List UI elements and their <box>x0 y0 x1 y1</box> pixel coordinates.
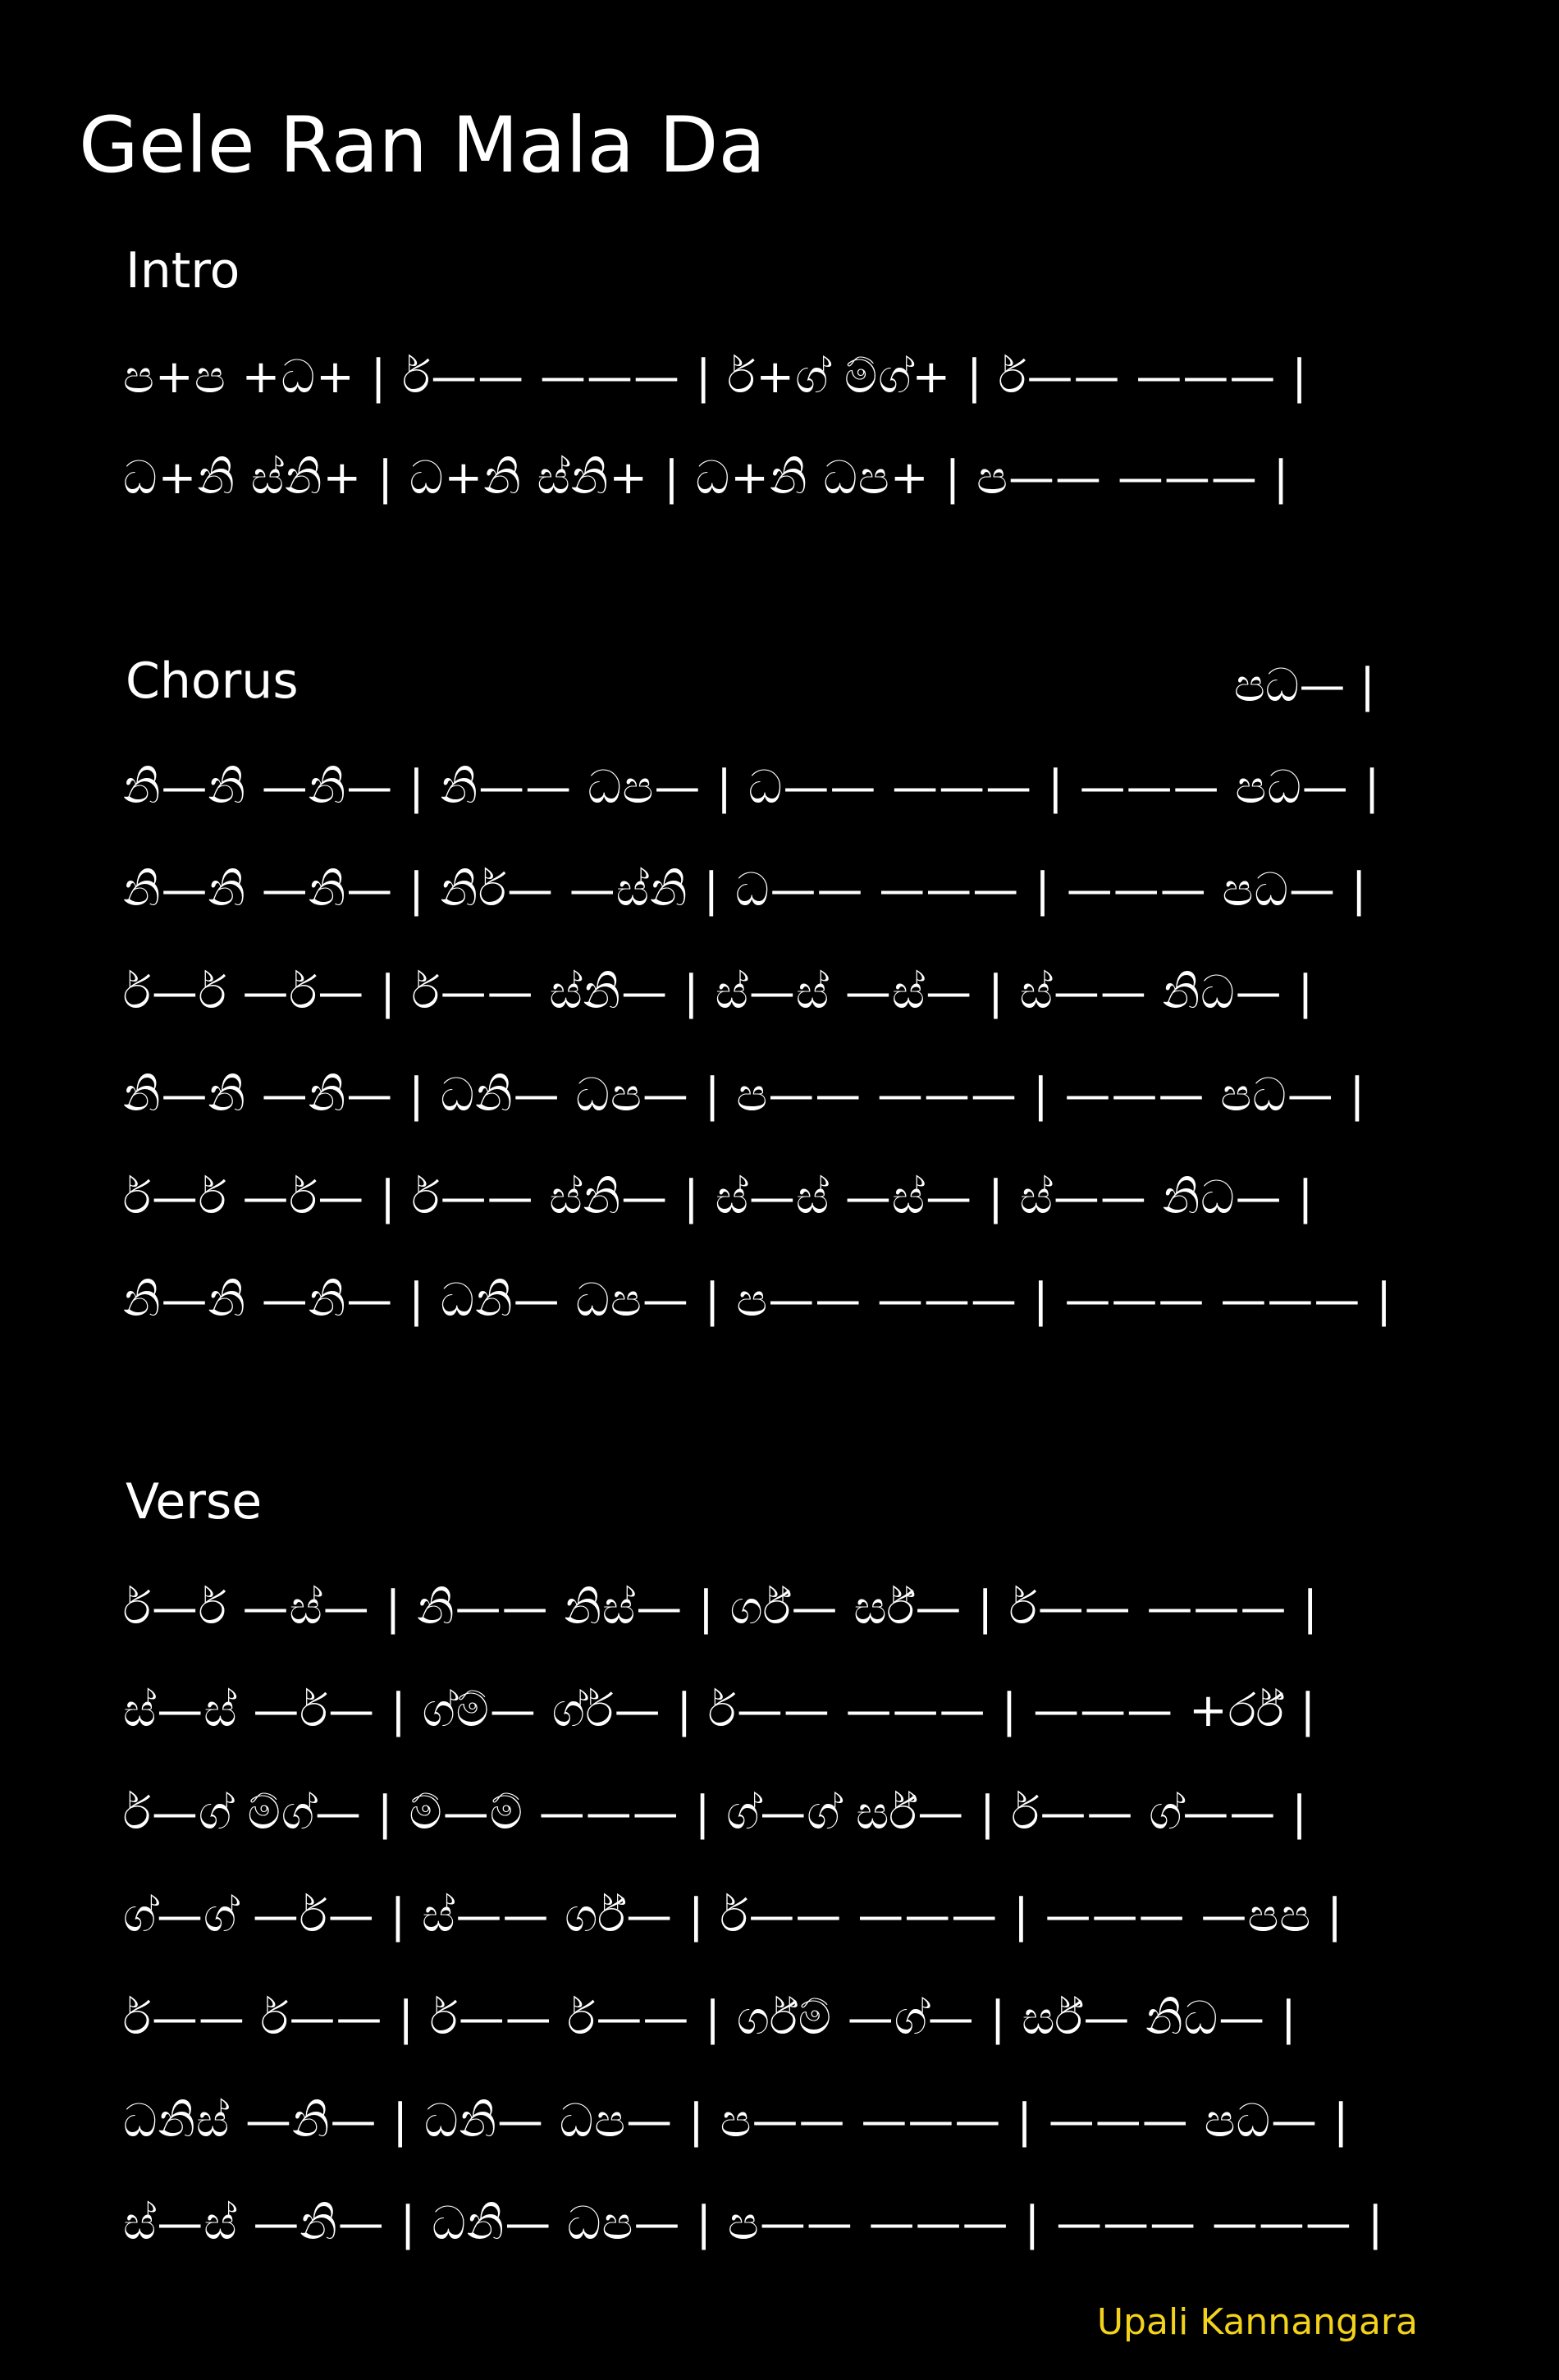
chorus-line-5: ර්—ර් —ර්— | ර්—— ස්නි— | ස්—ස් —ස්— | ස්—— නිධ— | <box>123 1171 1314 1224</box>
verse-line-2: ස්—ස් —ර්— | ග්ම්— ග්ර්— | ර්—— ——— | ——— +ර්ර් | <box>123 1684 1317 1737</box>
intro-heading: Intro <box>126 242 240 300</box>
chorus-line-4: නි—නි —නි— | ධනි— ධප— | ප—— ——— | ——— පධ— | <box>123 1069 1366 1122</box>
chorus-line-2: නි—නි —නි— | නිර්— —ස්නි | ධ—— ——— | ——— පධ— | <box>123 863 1368 917</box>
page-title: Gele Ran Mala Da <box>79 100 766 190</box>
verse-line-1: ර්—ර් —ස්— | නි—— නිස්— | ර්ග්— ර්ස්— | ර්—— ——— | <box>123 1581 1319 1635</box>
verse-line-5: ර්—— ර්—— | ර්—— ර්—— | ර්ග්ම් —ග්— | ර්ස්— නිධ— | <box>123 1992 1297 2045</box>
verse-line-7: ස්—ස් —නි— | ධනි— ධප— | ප—— ——— | ——— ——— | <box>123 2197 1384 2250</box>
chorus-heading: Chorus <box>126 652 299 710</box>
verse-line-6: ධනිස් —නි— | ධනි— ධප— | ප—— ——— | ——— පධ— | <box>123 2094 1350 2148</box>
verse-line-4: ග්—ග් —ර්— | ස්—— ර්ග්— | ර්—— ——— | ——— —පප | <box>123 1889 1343 1943</box>
intro-line-1: ප+ප +ධ+ | ර්—— ——— | ර්+ග් ම්ග්+ | ර්—— ——— | <box>123 350 1309 404</box>
intro-line-2: ධ+නි ස්නි+ | ධ+නි ස්නි+ | ධ+නි ධප+ | ප—— ——— | <box>123 451 1290 505</box>
chorus-line-3: ර්—ර් —ර්— | ර්—— ස්නි— | ස්—ස් —ස්— | ස්—— නිධ— | <box>123 966 1314 1019</box>
chorus-pickup: පධ— | <box>1233 659 1375 712</box>
chorus-line-6: නි—නි —නි— | ධනි— ධප— | ප—— ——— | ——— ——— | <box>123 1274 1392 1327</box>
chorus-line-1: නි—නි —නි— | නි—— ධප— | ධ—— ——— | ——— පධ— | <box>123 761 1381 814</box>
verse-line-3: ර්—ග් ම්ග්— | ම්—ම් ——— | ග්—ග් ර්ස්— | ර්—— ග්—— | <box>123 1787 1309 1840</box>
author-credit: Upali Kannangara <box>1096 2301 1418 2343</box>
verse-heading: Verse <box>126 1473 263 1531</box>
